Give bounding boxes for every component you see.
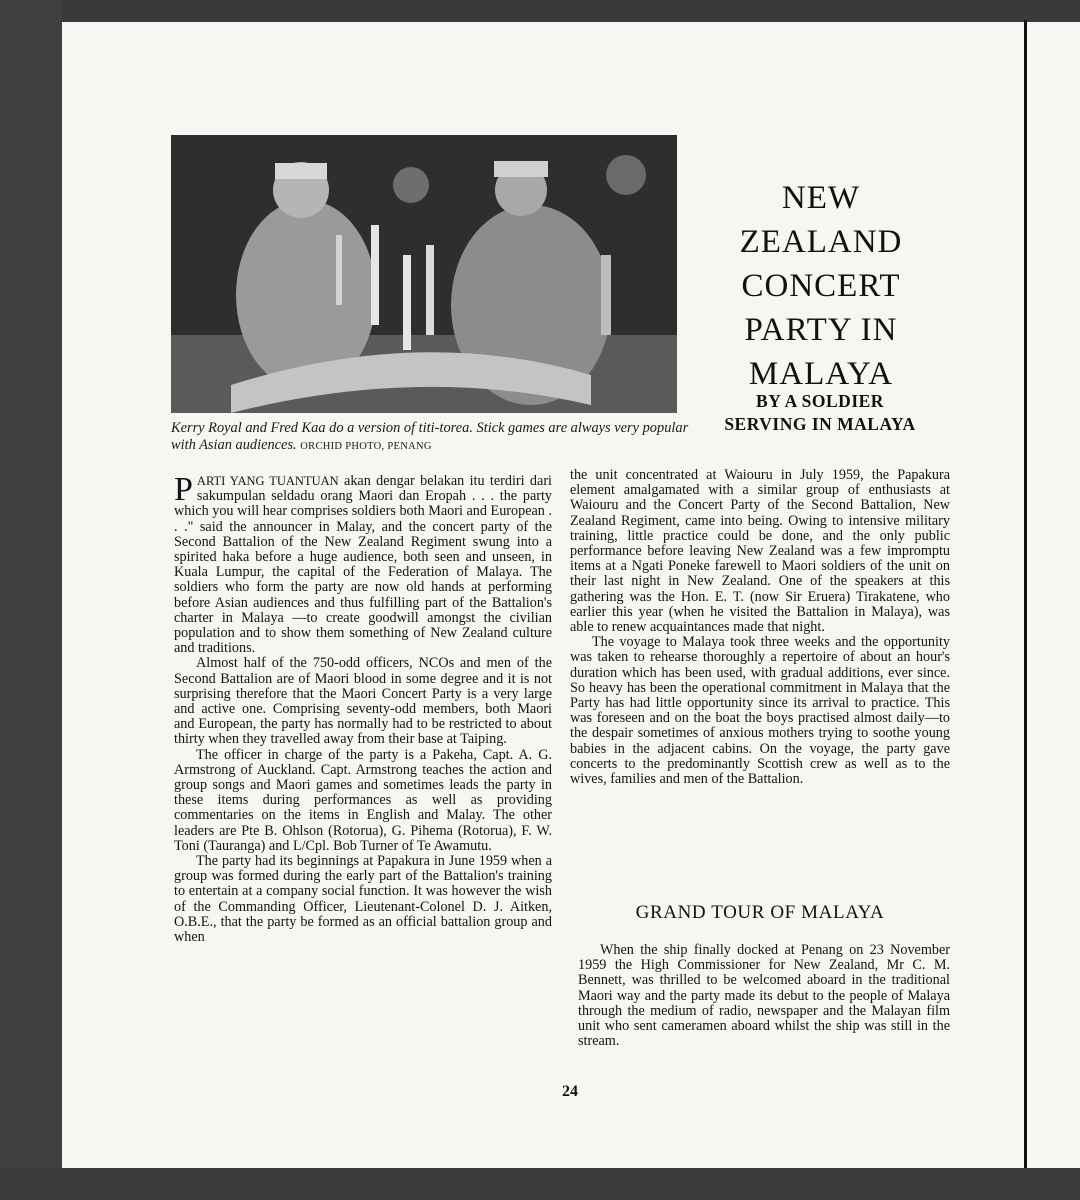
photo-credit: ORCHID PHOTO, PENANG xyxy=(300,441,432,452)
stick-game-photo-icon xyxy=(171,135,677,413)
byline-line-1: BY A SOLDIER xyxy=(756,391,884,411)
headline-line: ZEALAND xyxy=(739,224,903,260)
paragraph: When the ship finally docked at Penang on 23 November 1959 the High Commissioner for New Zealand, Mr C. M. Bennett, was thrilled to be welcomed aboard in the traditional Maori way and the party made its debut to the people of Malaya through the medium of radio, newspaper and the Malayan film unit who sent cameramen aboard whilst the ship was still in the stream. xyxy=(578,942,950,1050)
headline-line: PARTY IN xyxy=(744,312,898,348)
scan-bottom-border xyxy=(0,1168,1080,1200)
paragraph xyxy=(174,471,552,657)
section-heading: GRAND TOUR OF MALAYA xyxy=(635,902,885,923)
paragraph: Almost half of the 750-odd officers, NCOs and men of the Second Battalion are of Maori blood in some degree and it is not surprising therefore that the Maori Concert Party is a very large and active one. Comprising seventy-odd members, both Maori and European, the party has normally had to be restricted to about thirty when they travelled away from their base at Taiping. xyxy=(174,655,552,748)
paragraph: the unit concentrated at Waiouru in July 1959, the Papakura element amalgamated with a similar group of enthusiasts at Waiouru and the Concert Party of the Second Battalion, New Zealand Regiment, came into being. Owing to intensive military training, little practice could be done, and the only public performance before leaving New Zealand was a few impromptu items at a Ngati Poneke farewell to Maori soldiers of the unit on their last night in New Zealand. One of the speakers at this gathering was the Hon. E. T. (now Sir Eruera) Tirakatene, who earlier this year (when he visited the Battalion in Malaya), was able to renew acquaintances made that night. xyxy=(570,467,950,636)
article-column-left xyxy=(174,471,552,946)
paragraph: The party had its beginnings at Papakura in June 1959 when a group was formed during the early part of the Battalion's training to entertain at a company social function. It was however the wish of the Commanding Officer, Lieutenant-Colonel D. J. Aitken, O.B.E., that the party be formed as an official battalion group and when xyxy=(174,853,552,946)
scan-left-border xyxy=(0,0,62,1200)
paragraph: The officer in charge of the party is a Pakeha, Capt. A. G. Armstrong of Auckland. Capt. Armstrong teaches the action and group songs and Maori games and sometimes leads the party in these items during performances as well as providing commentaries on the items in English and Malay. The other leaders are Pte B. Ohlson (Rotorua), G. Pihema (Rotorua), F. W. Toni (Tauranga) and L/Cpl. Bob Turner of Te Awamutu. xyxy=(174,746,552,854)
lead-smallcaps: ARTI YANG TUANTUAN xyxy=(196,474,339,488)
paragraph-text: akan dengar belakan itu terdiri dari sakumpulan seldadu orang Maori dan Eropah . . . the party which you will hear comprises soldiers both Maori and European . . ." said the announcer in Malay, and the concert party of the Second Battalion of the New Zealand Regiment swung into a spirited haka before a huge audience, both seen and unseen, in Kuala Lumpur, the capital of the Federation of Malaya. The soldiers who form the party are now old hands at performing before Asian audiences and thus fulfilling part of the Battalion's charter in Malaya —to create goodwill amongst the civilian population and to show them something of New Zealand culture and traditions. xyxy=(174,473,552,657)
photo-caption xyxy=(171,420,691,455)
article-column-right-lower xyxy=(578,943,950,1049)
article-headline xyxy=(716,176,926,396)
byline-line-2: SERVING IN MALAYA xyxy=(724,414,916,434)
scan-top-border xyxy=(0,0,1080,22)
headline-line: MALAYA xyxy=(748,356,894,392)
headline-line: NEW xyxy=(781,180,861,216)
page-edge-line xyxy=(1024,20,1027,1170)
article-column-right xyxy=(570,468,950,787)
page-number: 24 xyxy=(562,1083,578,1100)
headline-line: CONCERT xyxy=(741,268,901,304)
paragraph: The voyage to Malaya took three weeks and the opportunity was taken to rehearse thoroughly a repertoire of about an hour's duration which has been used, with gradual additions, ever since. So heavy has been the operational commitment in Malaya that the Party has had little opportunity since its arrival to practice. This was foreseen and on the boat the boys practised almost daily—to the despair sometimes of anxious mothers trying to soothe young babies in the adjacent cabins. On the voyage, the party gave concerts to the predominantly Scottish crew as well as to the wives, families and men of the Battalion. xyxy=(570,634,950,788)
article-photo xyxy=(171,135,677,413)
caption-text: Kerry Royal and Fred Kaa do a version of titi-torea. Stick games are always very popular with Asian audiences. xyxy=(171,420,689,453)
drop-cap: P xyxy=(174,471,193,508)
byline xyxy=(700,390,940,436)
